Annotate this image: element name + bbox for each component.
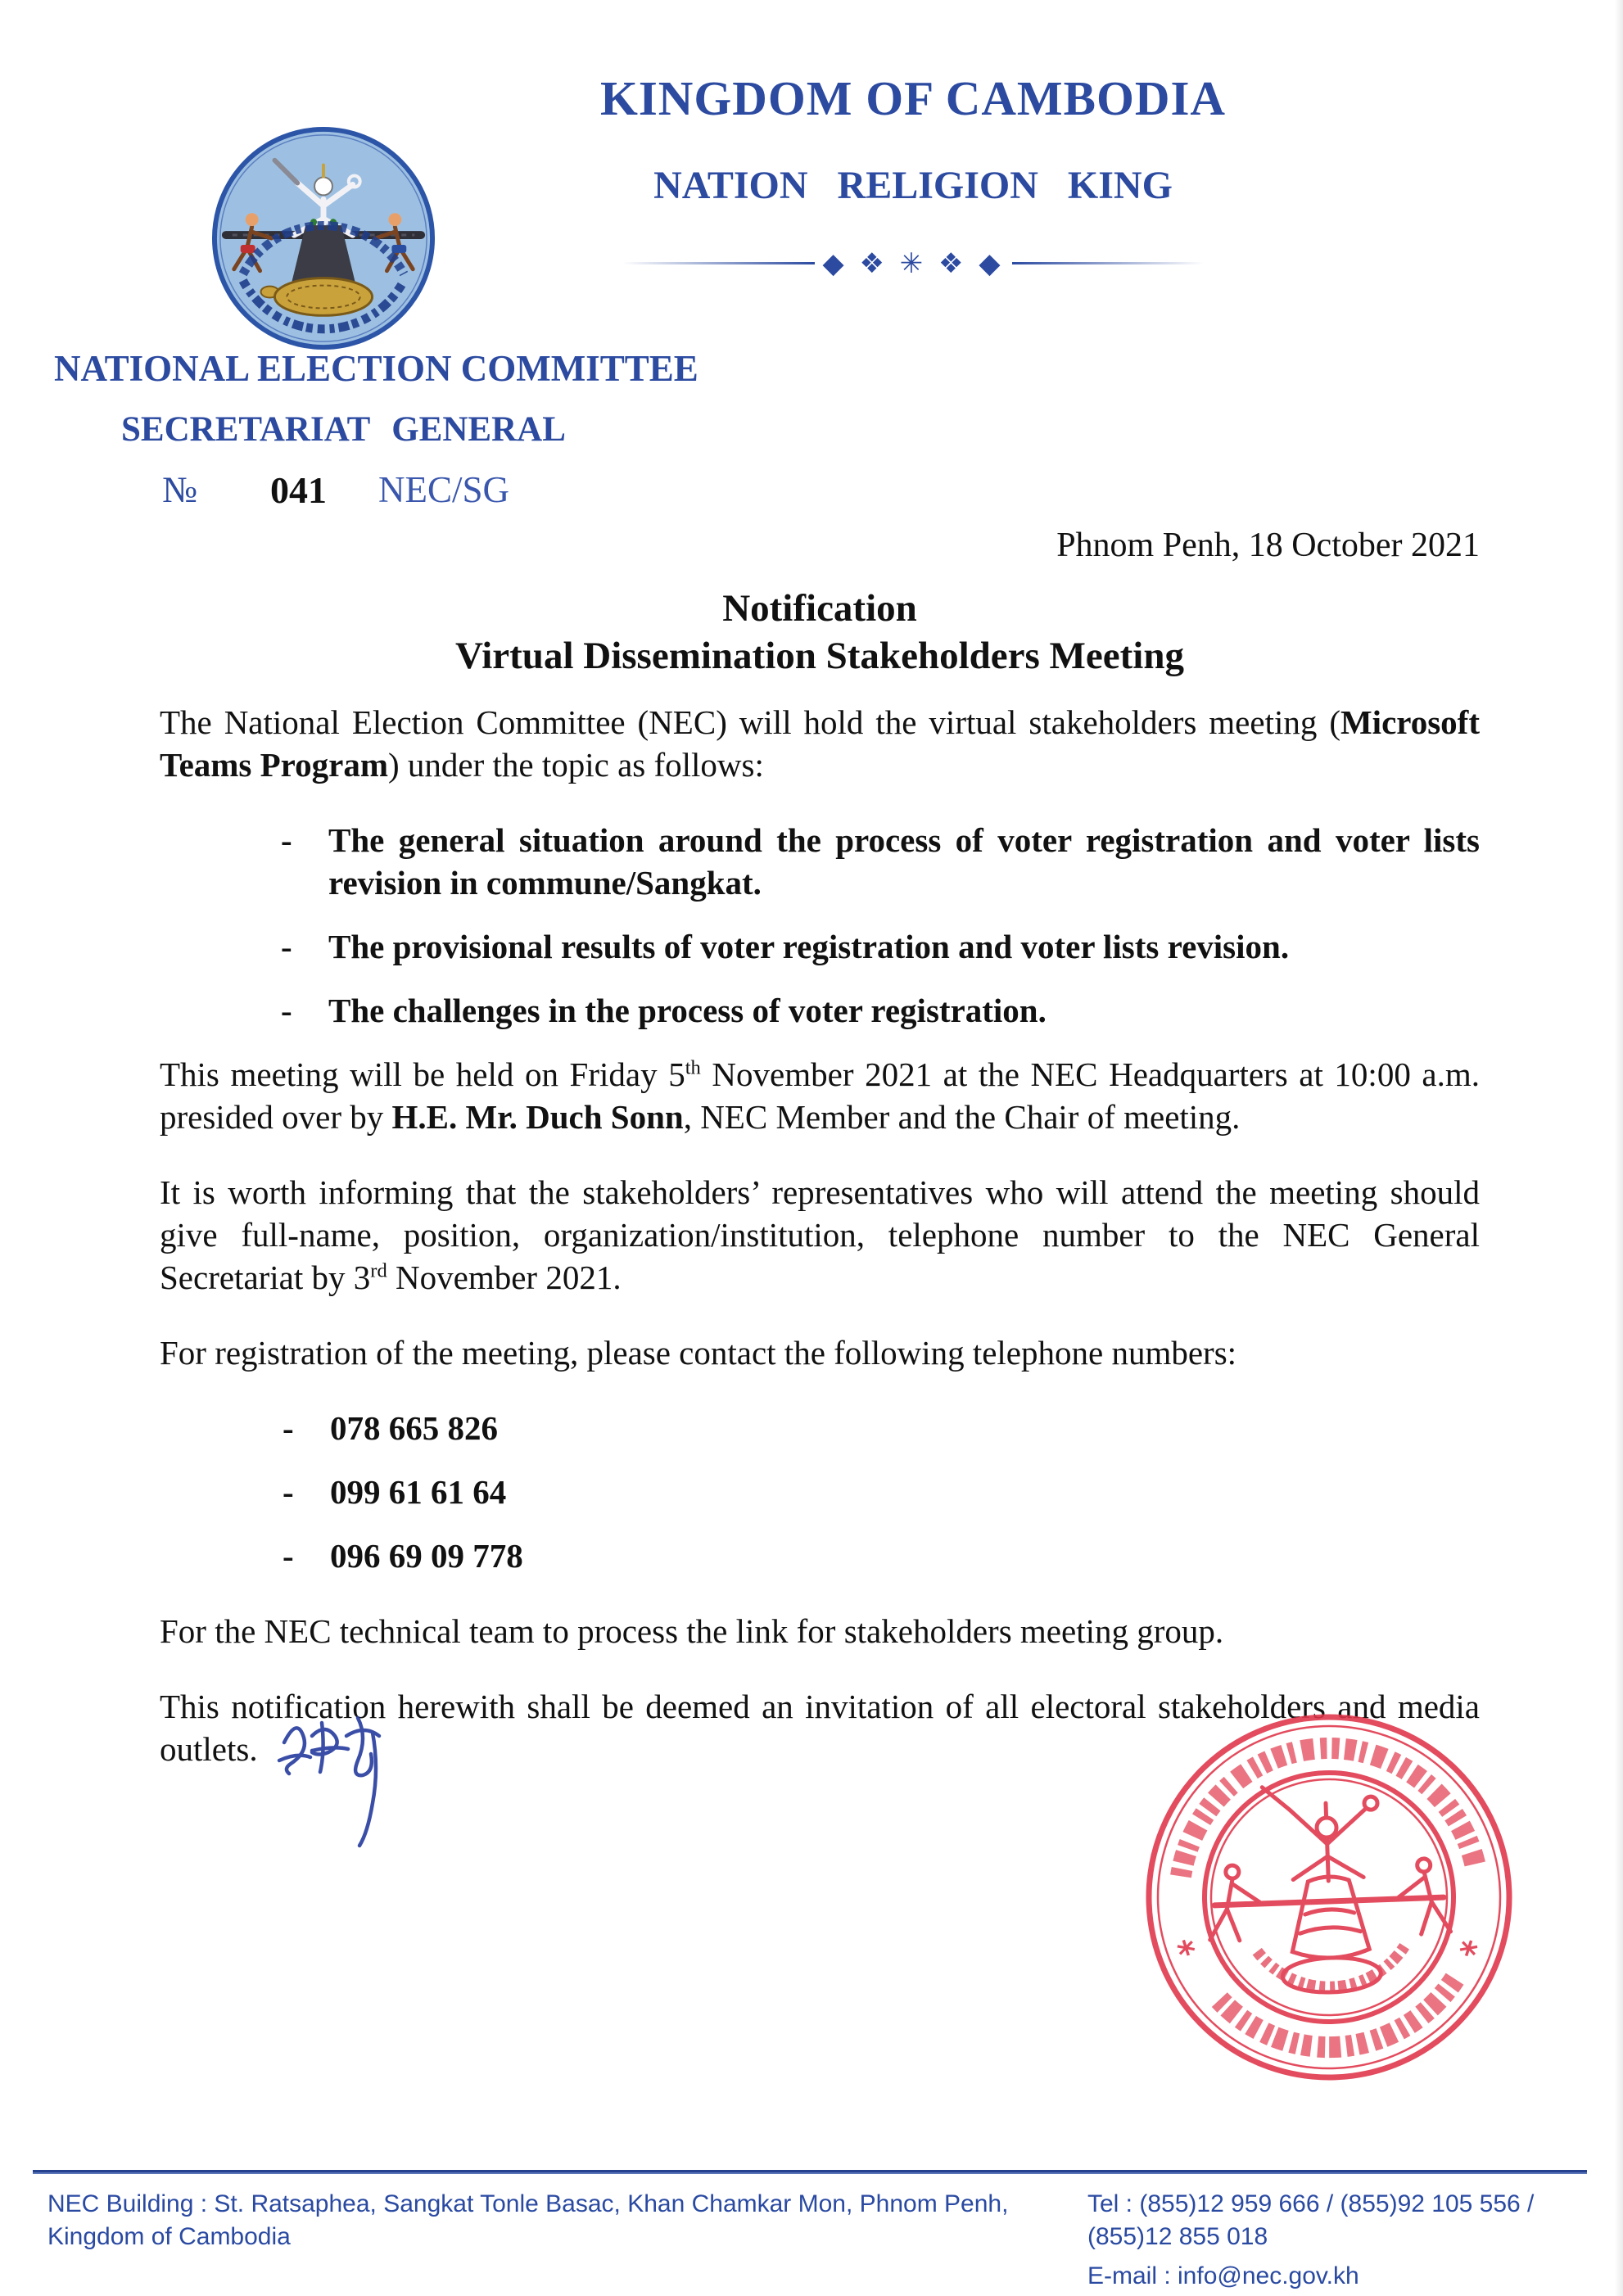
bullet-dash: - <box>283 1537 294 1575</box>
phone-number-2: 099 61 61 64 <box>330 1473 507 1511</box>
ordinal-superscript: rd <box>370 1259 387 1282</box>
topic-item-2 <box>281 925 1480 968</box>
meeting-details-text2: November 2021 at the NEC Headquarters at 10:00 a.m. presided over by <box>160 1055 1480 1136</box>
ordinal-superscript: th <box>685 1056 701 1079</box>
header-center-block <box>352 72 1474 280</box>
footer-email: E-mail : info@nec.gov.kh <box>1087 2262 1359 2289</box>
footer-telephone: Tel : (855)12 959 666 / (855)92 105 556 / (855)12 855 018 <box>1087 2190 1535 2250</box>
phone-item-2 <box>283 1471 1480 1513</box>
stamp-star-left: * <box>1173 1931 1203 1975</box>
stamp-star-right: * <box>1452 1932 1482 1976</box>
meeting-details-text3: , NEC Member and the Chair of meeting. <box>683 1098 1241 1136</box>
nec-red-seal-icon <box>1137 1705 1521 2090</box>
chair-name-bold: H.E. Mr. Duch Sonn <box>391 1098 684 1136</box>
letter-title <box>160 585 1480 680</box>
topic-text-2: The provisional results of voter registration and voter lists revision. <box>328 928 1290 965</box>
bullet-dash: - <box>283 1409 294 1447</box>
org-subtitle: SECRETARIAT GENERAL <box>121 410 566 449</box>
teams-program-bold: Microsoft Teams Program <box>160 703 1480 784</box>
paragraph-intro <box>160 701 1480 786</box>
phone-number-3: 096 69 09 778 <box>330 1537 523 1575</box>
footer-divider-rule <box>33 2170 1587 2174</box>
ornament-line-left <box>622 262 815 264</box>
document-number-row <box>0 468 573 518</box>
footer-contact-block <box>1087 2188 1595 2293</box>
topic-text-1: The general situation around the process of voter registration and voter lists revision in commune/Sangkat. <box>328 821 1480 902</box>
paragraph-technical-team: For the NEC technical team to process the link for stakeholders meeting group. <box>160 1612 1224 1650</box>
nec-emblem-logo-icon <box>210 124 437 352</box>
org-name: NATIONAL ELECTION COMMITTEE <box>54 348 698 389</box>
bullet-dash: - <box>281 928 292 965</box>
phone-number-1: 078 665 826 <box>330 1409 498 1447</box>
ornament-icon: ◆ ❖ ✳ ❖ ◆ <box>822 246 1004 280</box>
paragraph-intro-text2: ) under the topic as follows: <box>388 746 764 784</box>
footer-address: NEC Building : St. Ratsaphea, Sangkat Tonle Basac, Khan Chamkar Mon, Phnom Penh, Kingdom of Cambodia <box>47 2190 1009 2250</box>
scan-edge-shadow <box>1615 0 1623 2296</box>
bullet-dash: - <box>281 821 292 859</box>
phone-item-1 <box>283 1407 1480 1449</box>
topic-text-3: The challenges in the process of voter registration. <box>328 992 1047 1029</box>
letter-title-line2: Virtual Dissemination Stakeholders Meeting <box>455 635 1184 677</box>
paragraph-registration-info <box>160 1171 1480 1299</box>
bullet-dash: - <box>283 1473 294 1511</box>
topic-item-1 <box>281 819 1480 904</box>
registration-info-text: It is worth informing that the stakeholders’ representatives who will attend the meeting should give full-name, position, organization/institution, telephone number to the NEC General Secretariat by 3 <box>160 1173 1480 1296</box>
meeting-details-text: This meeting will be held on Friday 5 <box>160 1055 685 1093</box>
letter-body <box>160 524 1480 1770</box>
phone-item-3 <box>283 1534 1480 1577</box>
doc-number-label: № <box>162 469 197 510</box>
paragraph-closing: This notification herewith shall be deemed an invitation of all electoral stakeholders and media outlets. <box>160 1688 1480 1768</box>
doc-number-suffix: NEC/SG <box>378 469 510 510</box>
dateline: Phnom Penh, 18 October 2021 <box>1056 527 1480 564</box>
bullet-dash: - <box>281 992 292 1029</box>
paragraph-intro-text: The National Election Committee (NEC) will hold the virtual stakeholders meeting ( <box>160 703 1340 741</box>
letter-title-line1: Notification <box>722 587 917 630</box>
paragraph-contact-intro: For registration of the meeting, please contact the following telephone numbers: <box>160 1334 1237 1372</box>
national-motto: NATION RELIGION KING <box>653 163 1173 207</box>
signature-initials-icon <box>276 1708 391 1864</box>
kingdom-title: KINGDOM OF CAMBODIA <box>599 71 1227 125</box>
topic-item-3 <box>281 989 1480 1032</box>
registration-info-text2: November 2021. <box>387 1259 622 1296</box>
ornament-line-right <box>1012 262 1205 264</box>
paragraph-meeting-details <box>160 1053 1480 1138</box>
ornament-divider <box>352 247 1474 280</box>
doc-number-value: 041 <box>270 469 327 511</box>
